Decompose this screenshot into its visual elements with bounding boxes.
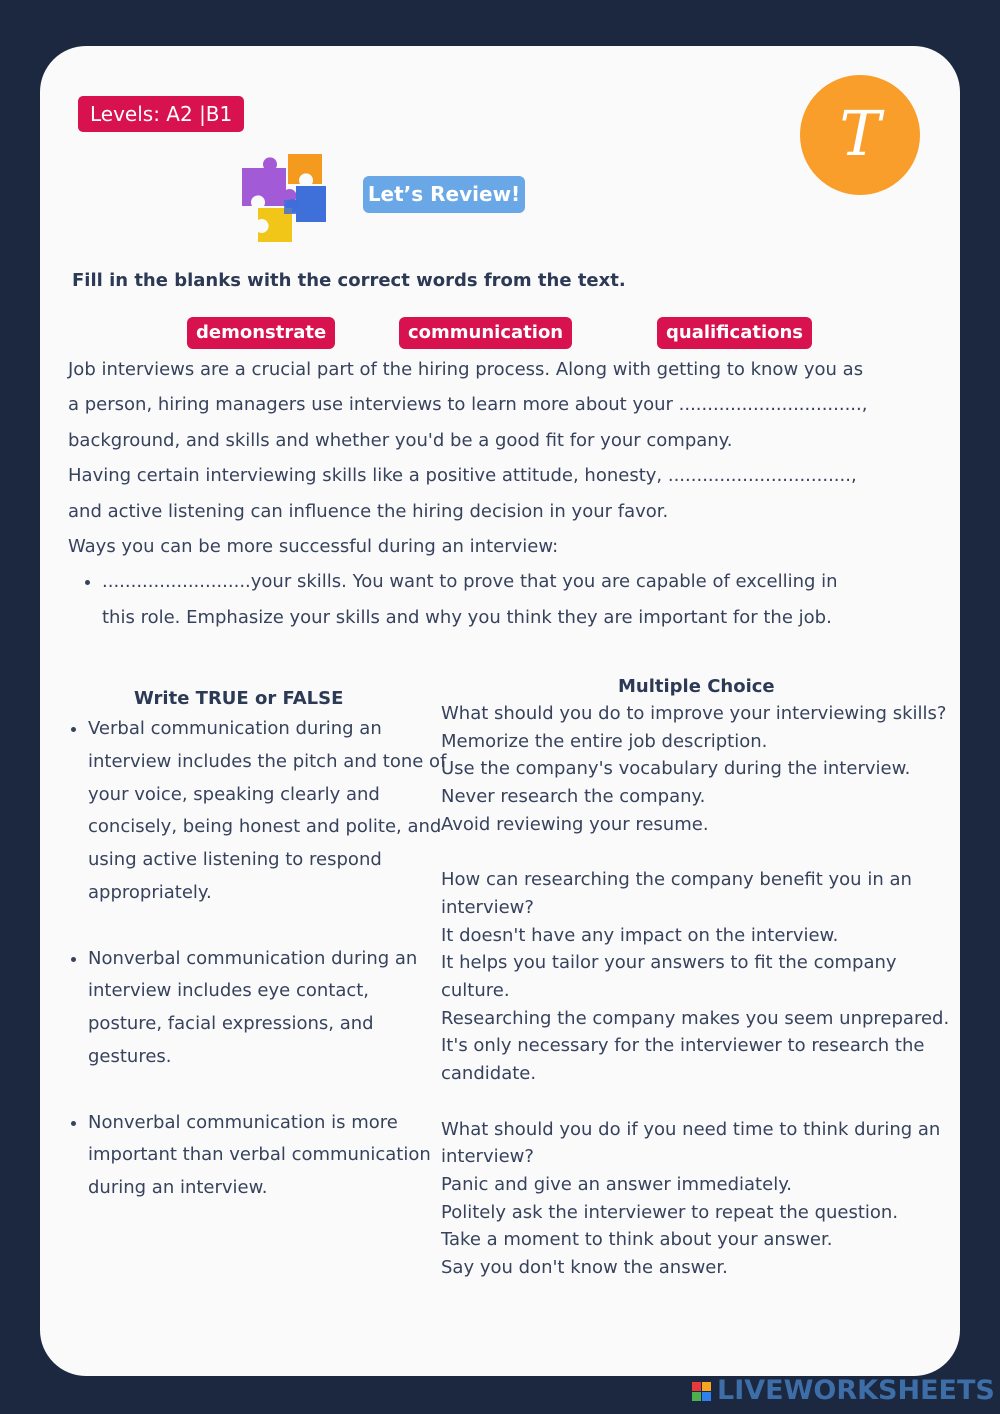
mc-option: It doesn't have any impact on the interview.: [441, 924, 839, 946]
mc-option: Avoid reviewing your resume.: [441, 813, 709, 835]
logo-letter: T: [839, 97, 881, 170]
mc-question: What should you do if you need time to think during an interview?: [441, 1118, 941, 1168]
multiple-choice-title: Multiple Choice: [618, 676, 775, 697]
true-false-item: • Nonverbal communication is more important than verbal communication during an interview.: [88, 1107, 448, 1205]
mc-question-block: [441, 700, 951, 839]
mc-option: It helps you tailor your answers to fit the company culture.: [441, 952, 897, 1002]
true-false-item: • Verbal communication during an interview includes the pitch and tone of your voice, speaking clearly and concisely, being honest and polite, and using active listening to respond appropriately.: [88, 713, 448, 910]
word-bank-item: communication: [399, 317, 572, 349]
passage-line: Job interviews are a crucial part of the hiring process. Along with getting to know you as: [68, 359, 864, 380]
mc-question: What should you do to improve your interviewing skills?: [441, 703, 947, 724]
word-bank-item: demonstrate: [187, 317, 335, 349]
passage-line: Ways you can be more successful during an interview:: [68, 536, 559, 558]
multiple-choice-section: [441, 700, 951, 1309]
mc-option: Take a moment to think about your answer.: [441, 1229, 833, 1251]
mc-option: Researching the company makes you seem unprepared.: [441, 1007, 950, 1029]
mc-option: Panic and give an answer immediately.: [441, 1173, 792, 1195]
true-false-item: • Nonverbal communication during an interview includes eye contact, posture, facial expressions, and gestures.: [88, 943, 448, 1074]
mc-option: Use the company's vocabulary during the interview.: [441, 758, 911, 780]
lets-review-badge: Let’s Review!: [363, 176, 525, 213]
mc-option: It's only necessary for the interviewer to research the candidate.: [441, 1035, 925, 1085]
mc-question: How can researching the company benefit you in an interview?: [441, 869, 912, 918]
liveworksheets-logo-icon: [692, 1382, 711, 1401]
passage-line: background, and skills and whether you'd be a good fit for your company.: [68, 429, 733, 451]
mc-question-block: [441, 866, 951, 1088]
passage-line: a person, hiring managers use interviews to learn more about your ................................,: [68, 394, 868, 416]
mc-option: Say you don't know the answer.: [441, 1257, 728, 1279]
fill-in-instruction: Fill in the blanks with the correct words from the text.: [72, 270, 626, 291]
mc-option: Memorize the entire job description.: [441, 730, 768, 752]
passage-bullet-line: ..........................your skills. You want to prove that you are capable of excelling in: [102, 571, 838, 593]
passage-line: Having certain interviewing skills like a positive attitude, honesty, ................................,: [68, 465, 857, 487]
t-logo-icon: [800, 75, 920, 195]
mc-option: Never research the company.: [441, 786, 706, 808]
passage-bullet-list: [68, 564, 938, 635]
liveworksheets-watermark: [692, 1376, 995, 1406]
list-item: [102, 564, 938, 635]
mc-question-block: [441, 1116, 951, 1282]
puzzle-pieces-icon: [236, 146, 336, 246]
true-false-title: Write TRUE or FALSE: [134, 688, 344, 709]
brand-logo: [800, 75, 920, 195]
true-false-list: [66, 713, 448, 1238]
passage-bullet-line: this role. Emphasize your skills and why you think they are important for the job.: [102, 606, 832, 628]
word-bank-item: qualifications: [657, 317, 812, 349]
mc-option: Politely ask the interviewer to repeat the question.: [441, 1201, 899, 1223]
fill-in-passage: [68, 352, 938, 635]
passage-line: and active listening can influence the hiring decision in your favor.: [68, 500, 669, 522]
watermark-text: LIVEWORKSHEETS: [717, 1375, 995, 1406]
level-badge: Levels: A2 |B1: [78, 96, 244, 132]
